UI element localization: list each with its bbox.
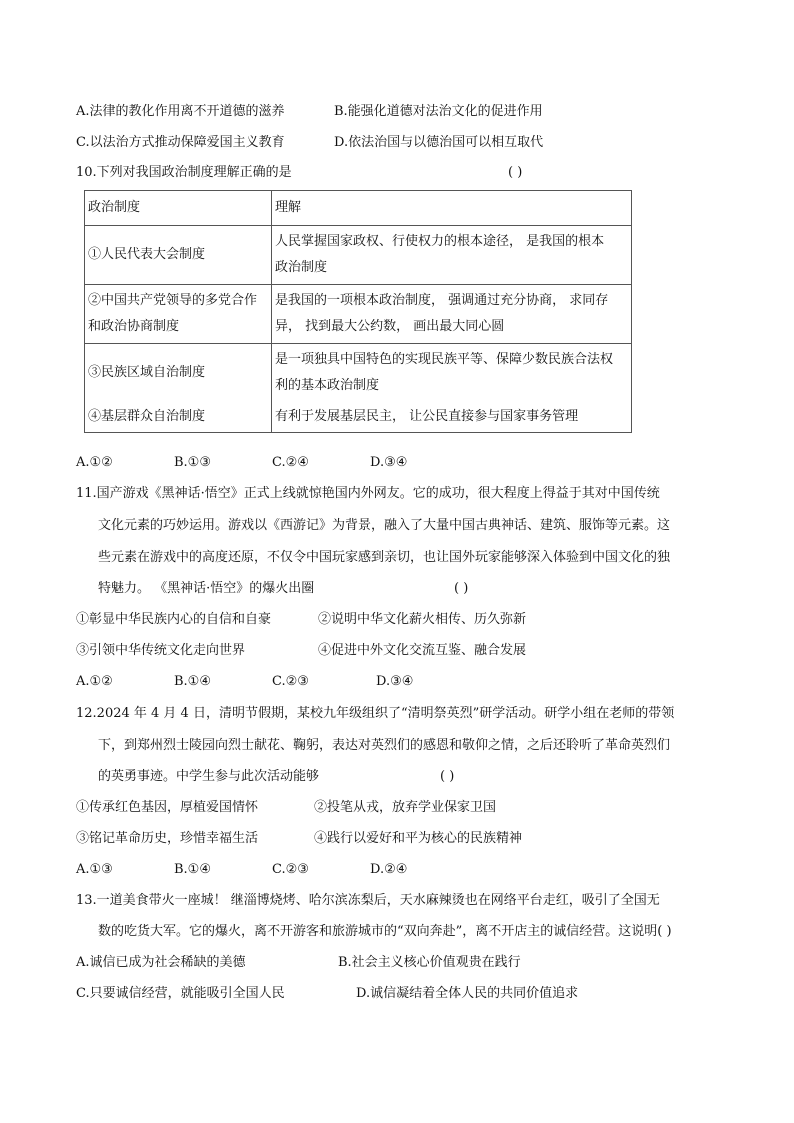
cell-text: 有利于发展基层民主， 让公民直接参与国家事务管理 bbox=[275, 409, 579, 424]
q9-option-d: D.依法治国与以德治国可以相互取代 bbox=[334, 135, 544, 150]
q12-statement-3: ③铭记革命历史，珍惜幸福生活 bbox=[76, 831, 259, 846]
q12-option-d: D.②④ bbox=[370, 862, 408, 877]
q11-statement-1: ①彰显中华民族内心的自信和自豪 bbox=[76, 612, 272, 627]
q11-stem-line-3: 些元素在游戏中的高度还原，不仅令中国玩家感到亲切，也让国外玩家能够深入体验到中国文化的独 bbox=[98, 550, 671, 565]
q11-statement-2: ②说明中华文化薪火相传、历久弥新 bbox=[318, 612, 527, 627]
q11-stem-line-1: 11.国产游戏《黑神话·悟空》正式上线就惊艳国内外网友。它的成功，很大程度上得益于其对中国传统 bbox=[76, 486, 660, 501]
cell-text: ①人民代表大会制度 bbox=[88, 247, 206, 262]
q11-stem-line-2: 文化元素的巧妙运用。游戏以《西游记》为背景，融入了大量中国古典神话、建筑、服饰等元素。这 bbox=[98, 518, 671, 533]
table-cell-understanding bbox=[272, 344, 632, 403]
q13-option-a: A.诚信已成为社会稀缺的美德 bbox=[76, 955, 246, 970]
q10-answer-paren: ( ) bbox=[508, 165, 523, 180]
q10-option-d: D.③④ bbox=[370, 455, 408, 470]
cell-text: 政治制度 bbox=[275, 260, 328, 275]
q12-stem-line-1: 12.2024 年 4 月 4 日，清明节假期，某校九年级组织了“清明祭英烈”研学活动。研学小组在老师的带领 bbox=[76, 706, 675, 721]
q11-option-d: D.③④ bbox=[376, 674, 414, 689]
q11-stem-line-4: 特魅力。 《黑神话·悟空》的爆火出圈 bbox=[98, 581, 315, 596]
q9-option-a: A.法律的教化作用离不开道德的滋养 bbox=[76, 104, 285, 119]
table-cell-system bbox=[85, 402, 272, 433]
cell-text: ②中国共产党领导的多党合作 bbox=[88, 293, 258, 308]
q11-statement-4: ④促进中外文化交流互鉴、融合发展 bbox=[318, 643, 527, 658]
q13-option-d: D.诚信凝结着全体人民的共同价值追求 bbox=[356, 986, 579, 1001]
q12-stem-line-3: 的英勇事迹。中学生参与此次活动能够 bbox=[98, 769, 320, 784]
q13-option-c: C.只要诚信经营，就能吸引全国人民 bbox=[76, 986, 285, 1001]
table-header-system: 政治制度 bbox=[85, 191, 272, 226]
table-cell-system bbox=[85, 226, 272, 285]
q12-option-b: B.①④ bbox=[174, 862, 211, 877]
q12-statement-1: ①传承红色基因，厚植爱国情怀 bbox=[76, 800, 259, 815]
cell-text: ④基层群众自治制度 bbox=[88, 409, 206, 424]
q12-option-a: A.①③ bbox=[76, 862, 113, 877]
cell-text: 是我国的一项根本政治制度， 强调通过充分协商， 求同存 bbox=[275, 293, 609, 308]
q10-table bbox=[84, 190, 632, 433]
q13-option-b: B.社会主义核心价值观贵在践行 bbox=[338, 955, 521, 970]
q11-statement-3: ③引领中华传统文化走向世界 bbox=[76, 643, 246, 658]
q10-option-a: A.①② bbox=[76, 455, 113, 470]
q9-option-b: B.能强化道德对法治文化的促进作用 bbox=[334, 104, 543, 119]
q10-stem: 10.下列对我国政治制度理解正确的是 bbox=[76, 165, 292, 180]
q12-statement-2: ②投笔从戎，放弃学业保家卫国 bbox=[314, 800, 497, 815]
q12-stem-line-2: 下，到郑州烈士陵园向烈士献花、鞠躬，表达对英烈们的感恩和敬仰之情，之后还聆听了革命英烈们 bbox=[98, 738, 671, 753]
table-cell-system bbox=[85, 344, 272, 403]
q11-answer-paren: ( ) bbox=[454, 581, 469, 596]
cell-text: 人民掌握国家政权、行使权力的根本途径， 是我国的根本 bbox=[275, 234, 605, 249]
table-header-understanding: 理解 bbox=[272, 191, 632, 226]
table-row bbox=[85, 344, 632, 403]
cell-text: 和政治协商制度 bbox=[88, 319, 180, 334]
table-row bbox=[85, 402, 632, 433]
q12-answer-paren: ( ) bbox=[440, 769, 455, 784]
q11-option-b: B.①④ bbox=[174, 674, 211, 689]
q12-statement-4: ④践行以爱好和平为核心的民族精神 bbox=[314, 831, 523, 846]
table-cell-understanding bbox=[272, 226, 632, 285]
q10-option-c: C.②④ bbox=[272, 455, 309, 470]
table-cell-understanding bbox=[272, 402, 632, 433]
cell-text: 利的基本政治制度 bbox=[275, 378, 380, 393]
q11-option-c: C.②③ bbox=[272, 674, 309, 689]
table-row bbox=[85, 226, 632, 285]
q13-stem-line-1: 13.一道美食带火一座城！ 继淄博烧烤、哈尔滨冻梨后，天水麻辣烫也在网络平台走红，吸引了全国无 bbox=[76, 893, 660, 908]
table-cell-system bbox=[85, 285, 272, 344]
cell-text: 是一项独具中国特色的实现民族平等、保障少数民族合法权 bbox=[275, 352, 614, 367]
q10-option-b: B.①③ bbox=[174, 455, 211, 470]
q12-option-c: C.②③ bbox=[272, 862, 309, 877]
q11-option-a: A.①② bbox=[76, 674, 113, 689]
table-header-row bbox=[85, 191, 632, 226]
q9-option-c: C.以法治方式推动保障爱国主义教育 bbox=[76, 135, 285, 150]
table-cell-understanding bbox=[272, 285, 632, 344]
cell-text: 异， 找到最大公约数， 画出最大同心圆 bbox=[275, 319, 505, 334]
table-row bbox=[85, 285, 632, 344]
cell-text: ③民族区域自治制度 bbox=[88, 365, 206, 380]
q13-stem-line-2: 数的吃货大军。它的爆火，离不开游客和旅游城市的“双向奔赴”，离不开店主的诚信经营。这说明( ) bbox=[98, 924, 672, 939]
